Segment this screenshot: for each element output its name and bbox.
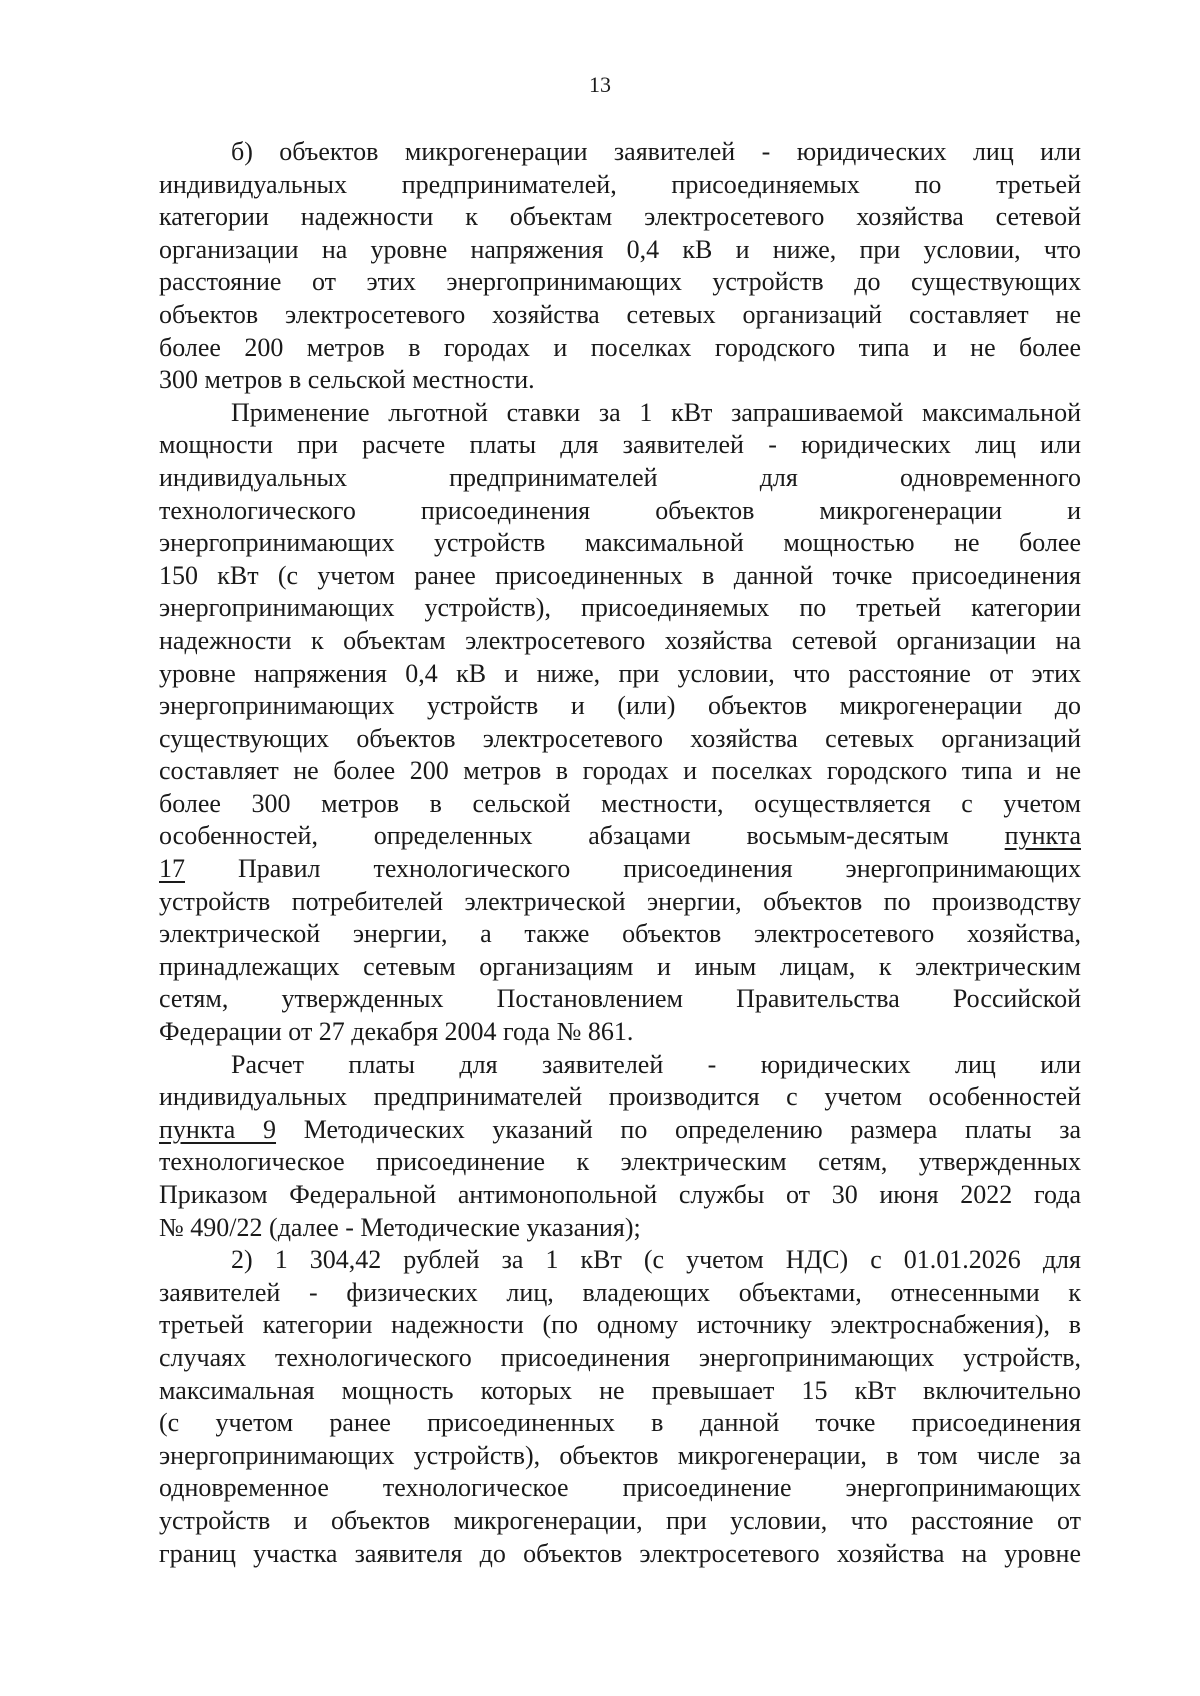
text-line: одновременное технологическое присоединение энергопринимающих [159,1473,1081,1503]
text-line: устройств потребителей электрической энергии, объектов по производству [159,886,1081,916]
text-segment: Методических указаний по определению размера платы за [303,1114,1082,1144]
text-line: третьей категории надежности (по одному источнику электроснабжения), в [159,1310,1081,1340]
text-line: Применение льготной ставки за 1 кВт запрашиваемой максимальной [231,397,1081,427]
link-rules-item-17-part-a[interactable]: пункта [1004,821,1081,851]
text-line: технологическое присоединение к электрическим сетям, утвержденных [159,1147,1081,1177]
text-line: Федерации от 27 декабря 2004 года № 861. [159,1017,634,1047]
text-line: случаях технологического присоединения энергопринимающих устройств, [159,1342,1081,1372]
text-line: устройств и объектов микрогенерации, при условии, что расстояние от [159,1505,1081,1535]
text-line-with-link [159,820,1081,853]
text-line: надежности к объектам электросетевого хозяйства сетевой организации на [159,625,1081,655]
link-methodology-item-9[interactable]: пункта 9 [159,1114,277,1144]
text-line: более 200 метров в городах и поселках городского типа и не более [159,332,1081,362]
text-line: категории надежности к объектам электросетевого хозяйства сетевой [159,202,1081,232]
page-number: 13 [589,72,611,97]
text-line: 150 кВт (с учетом ранее присоединенных в данной точке присоединения [159,560,1081,590]
text-segment: Правил технологического присоединения энергопринимающих [238,854,1081,884]
text-line: сетям, утвержденных Постановлением Правительства Российской [159,984,1081,1014]
text-line: 2) 1 304,42 рублей за 1 кВт (с учетом НДС) с 01.01.2026 для [231,1245,1081,1275]
text-line: индивидуальных предпринимателей для одновременного [159,462,1081,492]
text-line: технологического присоединения объектов микрогенерации и [159,495,1081,525]
text-line: организации на уровне напряжения 0,4 кВ и ниже, при условии, что [159,234,1081,264]
text-line: б) объектов микрогенерации заявителей - юридических лиц или [231,137,1081,166]
paragraph-preferential-rate [159,397,1081,1049]
text-line: принадлежащих сетевым организациям и иным лицам, к электрическим [159,951,1081,981]
text-line: максимальная мощность которых не превышает 15 кВт включительно [159,1375,1081,1405]
text-line: (с учетом ранее присоединенных в данной точке присоединения [159,1408,1081,1438]
text-line: энергопринимающих устройств максимальной мощностью не более [159,528,1081,558]
text-line: электрической энергии, а также объектов электросетевого хозяйства, [159,919,1081,949]
text-line: заявителей - физических лиц, владеющих объектами, отнесенными к [159,1277,1081,1307]
text-line: Расчет платы для заявителей - юридических лиц или [231,1049,1081,1079]
text-line-with-link [159,853,1081,886]
text-line: энергопринимающих устройств), объектов микрогенерации, в том числе за [159,1440,1081,1470]
text-line: Приказом Федеральной антимонопольной службы от 30 июня 2022 года [159,1180,1081,1209]
text-line: более 300 метров в сельской местности, осуществляется с учетом [159,788,1081,818]
text-line: энергопринимающих устройств и (или) объектов микрогенерации до [159,691,1081,721]
text-line: № 490/22 (далее - Методические указания); [159,1212,641,1242]
paragraph-microgeneration-legal [159,136,1081,397]
text-line: существующих объектов электросетевого хозяйства сетевых организаций [159,723,1081,753]
text-line-with-link [159,1114,1081,1147]
text-line: границ участка заявителя до объектов электросетевого хозяйства на уровне [159,1538,1081,1568]
link-rules-item-17-part-b[interactable]: 17 [159,854,185,884]
text-line: составляет не более 200 метров в городах и поселках городского типа и не [159,756,1081,786]
paragraph-individuals-rate [159,1244,1081,1570]
text-line: мощности при расчете платы для заявителей - юридических лиц или [159,430,1081,460]
text-line: объектов электросетевого хозяйства сетевых организаций составляет не [159,299,1081,329]
text-line: 300 метров в сельской местности. [159,365,535,395]
text-line: расстояние от этих энергопринимающих устройств до существующих [159,267,1081,297]
text-line: индивидуальных предпринимателей производится с учетом особенностей [159,1082,1081,1112]
paragraph-fee-calculation [159,1049,1081,1245]
text-line: энергопринимающих устройств), присоединяемых по третьей категории [159,593,1081,623]
text-segment: особенностей, определенных абзацами восьмым-десятым [159,821,949,851]
text-line: уровне напряжения 0,4 кВ и ниже, при условии, что расстояние от этих [159,658,1081,688]
text-line: индивидуальных предпринимателей, присоединяемых по третьей [159,169,1081,199]
document-body [159,136,1081,1570]
